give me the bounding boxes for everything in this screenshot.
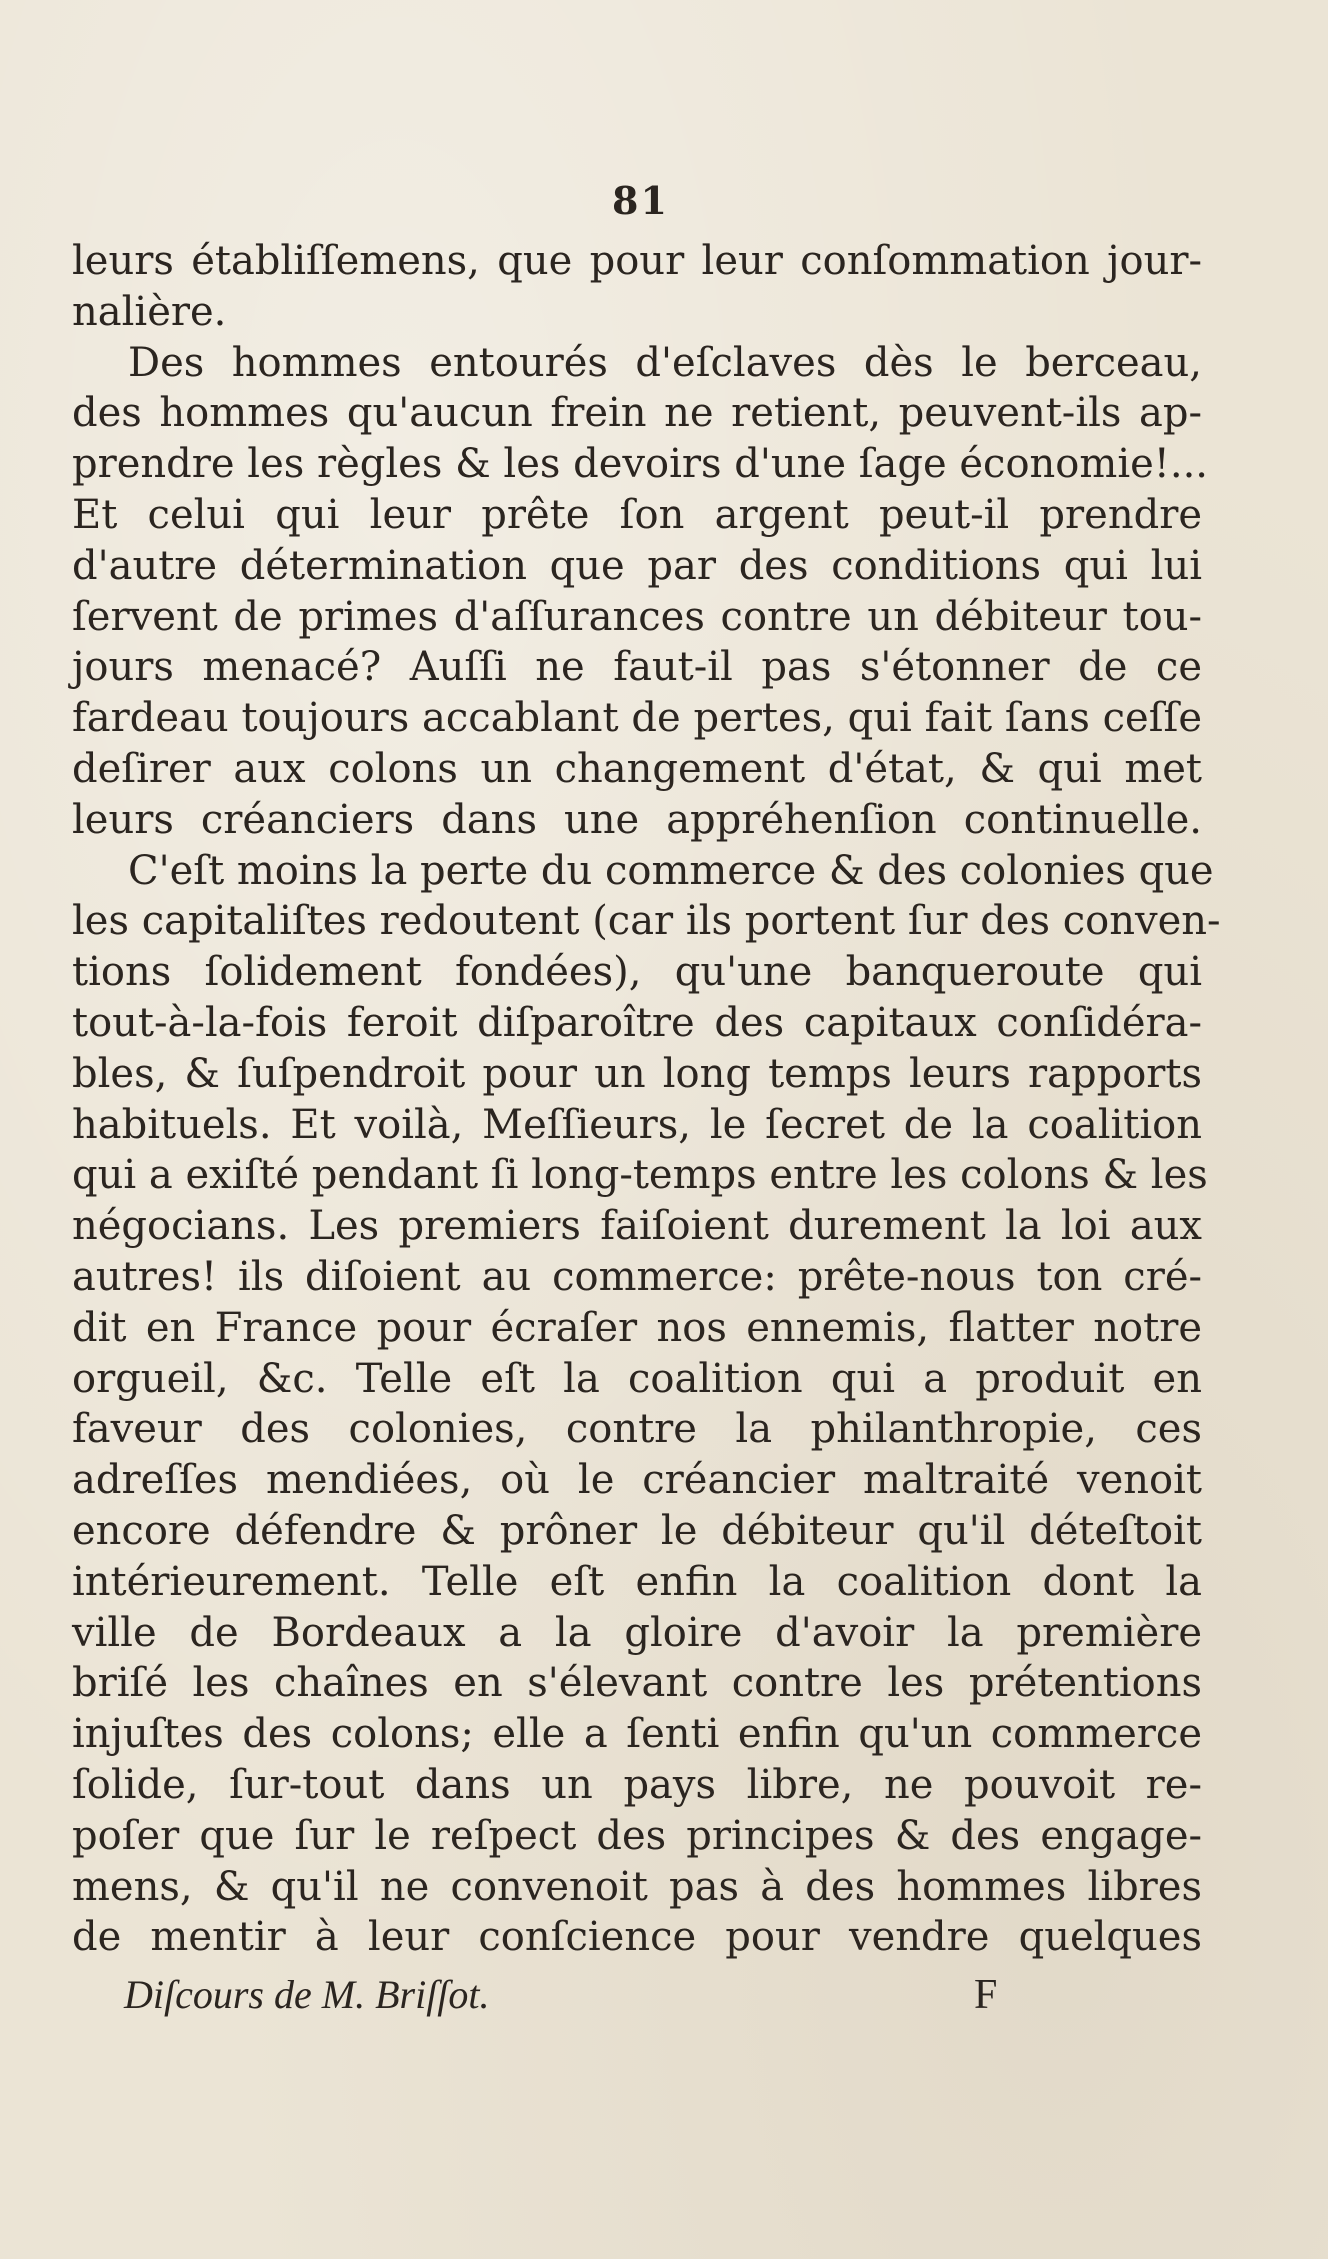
text-line: autres! ils diſoient au commerce: prête-nous ton cré- xyxy=(72,1253,1202,1300)
text-line: leurs établiſſemens, que pour leur conſommation jour- xyxy=(72,238,1202,284)
text-line: dit en France pour écraſer nos ennemis, flatter notre xyxy=(72,1304,1202,1351)
text-line: jours menacé? Auſſi ne faut-il pas s'étonner de ce xyxy=(72,644,1202,691)
text-line: de mentir à leur conſcience pour vendre quelques xyxy=(72,1914,1202,1961)
signature-mark: F xyxy=(974,1972,998,2018)
text-line: mens, & qu'il ne convenoit pas à des hommes libres xyxy=(72,1863,1202,1910)
text-line: faveur des colonies, contre la philanthropie, ces xyxy=(72,1406,1202,1453)
text-line: fardeau toujours accablant de pertes, qui fait ſans ceſſe xyxy=(72,695,1202,742)
text-line: ſervent de primes d'aſſurances contre un débiteur tou- xyxy=(72,593,1202,640)
text-line: intérieurement. Telle eſt enfin la coalition dont la xyxy=(72,1558,1202,1605)
text-line: prendre les règles & les devoirs d'une ſage économie!... xyxy=(72,441,1208,488)
text-line: nalière. xyxy=(72,288,227,335)
text-line: poſer que ſur le reſpect des principes & des engage- xyxy=(72,1812,1202,1859)
text-line: encore défendre & prôner le débiteur qu'il déteſtoit xyxy=(72,1507,1202,1554)
text-line: habituels. Et voilà, Meſſieurs, le ſecret de la coalition xyxy=(72,1101,1202,1148)
body-text xyxy=(72,236,1221,1963)
text-line: bles, & ſuſpendroit pour un long temps leurs rapports xyxy=(72,1050,1202,1097)
text-line: des hommes qu'aucun frein ne retient, peuvent-ils ap- xyxy=(72,390,1202,437)
text-line: deſirer aux colons un changement d'état, & qui met xyxy=(72,745,1202,792)
page-footer xyxy=(124,1965,1024,2025)
text-line: leurs créanciers dans une appréhenſion continuelle. xyxy=(72,796,1202,843)
text-line: Et celui qui leur prête ſon argent peut-il prendre xyxy=(72,491,1202,538)
text-line: briſé les chaînes en s'élevant contre les prétentions xyxy=(72,1660,1202,1707)
text-line: C'eſt moins la perte du commerce & des colonies que xyxy=(128,847,1214,894)
text-line: tions ſolidement fondées), qu'une banqueroute qui xyxy=(72,949,1202,996)
text-line: ſolide, ſur-tout dans un pays libre, ne pouvoit re- xyxy=(72,1761,1202,1808)
text-line: négocians. Les premiers faiſoient durement la loi aux xyxy=(72,1203,1202,1250)
text-line: orgueil, &c. Telle eſt la coalition qui a produit en xyxy=(72,1355,1202,1402)
text-line: tout-à-la-fois feroit diſparoître des capitaux conſidéra- xyxy=(72,999,1202,1046)
running-footer-title: Diſcours de M. Briſſot. xyxy=(124,1972,490,2017)
text-line: les capitaliſtes redoutent (car ils portent ſur des conven- xyxy=(72,898,1221,945)
text-line: Des hommes entourés d'eſclaves dès le berceau, xyxy=(128,339,1202,386)
text-line: adreſſes mendiées, où le créancier maltraité venoit xyxy=(72,1457,1202,1504)
text-line: ville de Bordeaux a la gloire d'avoir la première xyxy=(72,1609,1202,1656)
text-line: qui a exiſté pendant ſi long-temps entre les colons & les xyxy=(72,1152,1208,1199)
text-line: injuſtes des colons; elle a ſenti enfin qu'un commerce xyxy=(72,1711,1202,1758)
text-line: d'autre détermination que par des conditions qui lui xyxy=(72,542,1202,589)
page-number: 81 xyxy=(612,178,669,223)
